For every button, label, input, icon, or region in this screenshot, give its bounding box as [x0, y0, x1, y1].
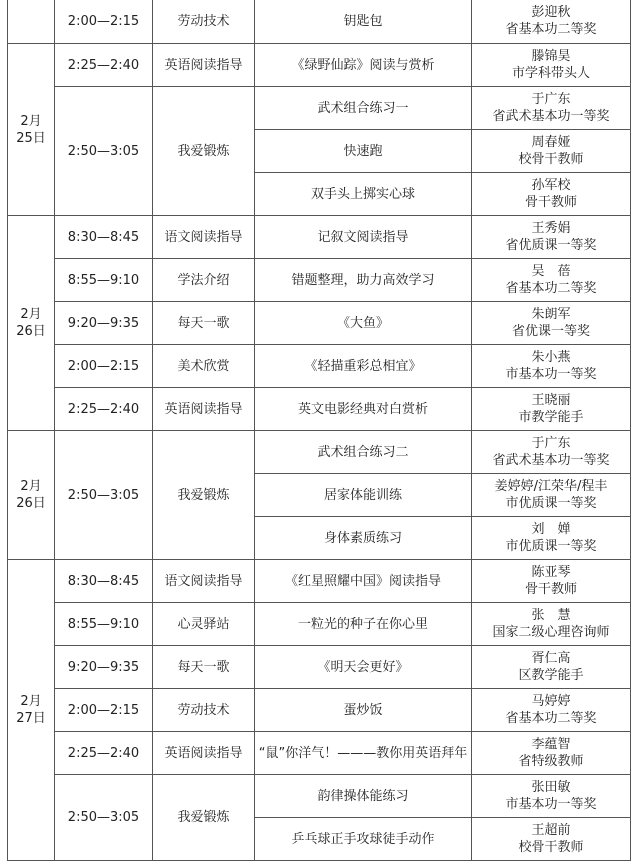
teacher-name: 马婷婷: [531, 694, 571, 709]
teacher-cell: [472, 431, 631, 474]
date-cell: [8, 216, 55, 431]
table-row: [8, 302, 631, 345]
teacher-cell: [472, 130, 631, 173]
teacher-title: 校骨干教师: [518, 152, 584, 167]
subject-cell: 每天一歌: [153, 646, 255, 689]
topic-cell: 快速跑: [255, 130, 472, 173]
time-cell: 2:50—3:05: [55, 431, 153, 560]
table-row: [8, 560, 631, 603]
topic-cell: 双手头上掷实心球: [255, 173, 472, 216]
time-cell: 8:30—8:45: [55, 560, 153, 603]
teacher-name: 陈亚琴: [531, 565, 571, 580]
topic-cell: 英文电影经典对白赏析: [255, 388, 472, 431]
topic-cell: 韵律操体能练习: [255, 775, 472, 818]
teacher-cell: [472, 216, 631, 259]
topic-cell: “鼠”你洋气！———教你用英语拜年: [255, 732, 472, 775]
table-row: [8, 775, 631, 818]
date-day: 25日: [16, 130, 46, 146]
topic-cell: 身体素质练习: [255, 517, 472, 560]
teacher-name: 彭迎秋: [531, 5, 571, 20]
date-month: 2月: [20, 113, 42, 129]
time-cell: 8:55—9:10: [55, 603, 153, 646]
topic-cell: 《大鱼》: [255, 302, 472, 345]
topic-cell: 《绿野仙踪》阅读与赏析: [255, 44, 472, 87]
subject-cell: 语文阅读指导: [153, 560, 255, 603]
teacher-name: 于广东: [531, 92, 571, 107]
teacher-name: 吴 蓓: [531, 264, 571, 279]
teacher-name: 朱小燕: [531, 350, 571, 365]
topic-cell: 一粒光的种子在你心里: [255, 603, 472, 646]
time-cell: 2:25—2:40: [55, 388, 153, 431]
teacher-name: 王晓丽: [531, 393, 571, 408]
subject-cell: 英语阅读指导: [153, 388, 255, 431]
subject-cell: 每天一歌: [153, 302, 255, 345]
teacher-cell: [472, 517, 631, 560]
teacher-title: 省特级教师: [518, 754, 584, 769]
teacher-title: 市基本功一等奖: [505, 367, 597, 382]
time-cell: 2:00—2:15: [55, 0, 153, 44]
teacher-cell: [472, 818, 631, 861]
time-cell: 2:00—2:15: [55, 689, 153, 732]
topic-cell: 错题整理，助力高效学习: [255, 259, 472, 302]
teacher-name: 王超前: [531, 823, 571, 838]
teacher-cell: [472, 689, 631, 732]
teacher-cell: [472, 87, 631, 130]
teacher-name: 胥仁高: [531, 651, 571, 666]
date-day: 27日: [16, 711, 46, 726]
teacher-title: 区教学能手: [518, 668, 584, 683]
teacher-title: 市学科带头人: [511, 66, 590, 81]
date-cell: [8, 0, 55, 44]
subject-cell: 美术欣赏: [153, 345, 255, 388]
table-row: [8, 732, 631, 775]
topic-cell: 蛋炒饭: [255, 689, 472, 732]
teacher-name: 朱朗军: [531, 307, 571, 322]
table-row: [8, 388, 631, 431]
table-row: [8, 646, 631, 689]
teacher-cell: [472, 44, 631, 87]
teacher-title: 市教学能手: [518, 410, 584, 425]
time-cell: 2:50—3:05: [55, 87, 153, 216]
subject-cell: 语文阅读指导: [153, 216, 255, 259]
topic-cell: 乒乓球正手攻球徒手动作: [255, 818, 472, 861]
table-row: [8, 603, 631, 646]
teacher-title: 省基本功二等奖: [505, 711, 597, 726]
teacher-name: 张 慧: [531, 608, 571, 623]
teacher-cell: [472, 474, 631, 517]
time-cell: 8:30—8:45: [55, 216, 153, 259]
date-day: 26日: [16, 496, 46, 511]
date-cell: [8, 560, 55, 861]
teacher-title: 省基本功二等奖: [505, 281, 597, 296]
teacher-cell: [472, 732, 631, 775]
schedule-table: [7, 0, 631, 861]
teacher-title: 省优课一等奖: [511, 324, 590, 339]
teacher-cell: [472, 173, 631, 216]
table-row: [8, 0, 631, 44]
subject-cell: 学法介绍: [153, 259, 255, 302]
date-cell: [8, 44, 55, 216]
table-row: [8, 345, 631, 388]
teacher-title: 市基本功一等奖: [505, 797, 597, 812]
teacher-title: 骨干教师: [524, 195, 577, 210]
teacher-name: 张田敏: [531, 780, 571, 795]
topic-cell: 记叙文阅读指导: [255, 216, 472, 259]
topic-cell: 《红星照耀中国》阅读指导: [255, 560, 472, 603]
time-cell: 2:50—3:05: [55, 775, 153, 861]
teacher-cell: [472, 302, 631, 345]
topic-cell: 钥匙包: [255, 0, 472, 44]
time-cell: 9:20—9:35: [55, 302, 153, 345]
time-cell: 2:25—2:40: [55, 732, 153, 775]
date-month: 2月: [20, 694, 42, 709]
teacher-name: 李蕴智: [531, 737, 571, 752]
topic-cell: 《明天会更好》: [255, 646, 472, 689]
teacher-title: 省基本功二等奖: [505, 22, 597, 37]
teacher-title: 省武术基本功一等奖: [492, 109, 610, 124]
topic-cell: 武术组合练习二: [255, 431, 472, 474]
subject-cell: 劳动技术: [153, 0, 255, 44]
teacher-cell: [472, 345, 631, 388]
teacher-name: 于广东: [531, 436, 571, 451]
date-month: 2月: [20, 307, 42, 322]
topic-cell: 《轻描重彩总相宜》: [255, 345, 472, 388]
date-cell: [8, 431, 55, 560]
topic-cell: 居家体能训练: [255, 474, 472, 517]
table-row: [8, 431, 631, 474]
teacher-title: 校骨干教师: [518, 840, 584, 855]
subject-cell: 我爱锻炼: [153, 775, 255, 861]
table-row: [8, 87, 631, 130]
teacher-name: 孙军校: [531, 178, 571, 193]
teacher-name: 滕锦昊: [531, 49, 571, 64]
teacher-cell: [472, 560, 631, 603]
teacher-title: 骨干教师: [524, 582, 577, 597]
table-row: [8, 259, 631, 302]
teacher-title: 省优质课一等奖: [505, 238, 597, 253]
time-cell: 2:00—2:15: [55, 345, 153, 388]
teacher-name: 王秀娟: [531, 221, 571, 236]
subject-cell: 英语阅读指导: [153, 44, 255, 87]
teacher-cell: [472, 646, 631, 689]
teacher-title: 市优质课一等奖: [505, 539, 597, 554]
table-row: [8, 216, 631, 259]
subject-cell: 劳动技术: [153, 689, 255, 732]
subject-cell: 我爱锻炼: [153, 431, 255, 560]
teacher-cell: [472, 0, 631, 44]
teacher-name: 刘 婵: [531, 522, 571, 537]
subject-cell: 英语阅读指导: [153, 732, 255, 775]
teacher-name: 姜婷婷/江荣华/程丰: [494, 479, 608, 494]
topic-cell: 武术组合练习一: [255, 87, 472, 130]
teacher-cell: [472, 388, 631, 431]
teacher-cell: [472, 259, 631, 302]
teacher-title: 省武术基本功一等奖: [492, 453, 610, 468]
teacher-title: 国家二级心理咨询师: [492, 625, 610, 640]
teacher-title: 市优质课一等奖: [505, 496, 597, 511]
table-row: [8, 689, 631, 732]
time-cell: 9:20—9:35: [55, 646, 153, 689]
subject-cell: 我爱锻炼: [153, 87, 255, 216]
date-day: 26日: [16, 324, 46, 339]
teacher-name: 周春娅: [531, 135, 571, 150]
teacher-cell: [472, 603, 631, 646]
teacher-cell: [472, 775, 631, 818]
time-cell: 2:25—2:40: [55, 44, 153, 87]
table-row: [8, 44, 631, 87]
date-month: 2月: [20, 479, 42, 494]
subject-cell: 心灵驿站: [153, 603, 255, 646]
time-cell: 8:55—9:10: [55, 259, 153, 302]
